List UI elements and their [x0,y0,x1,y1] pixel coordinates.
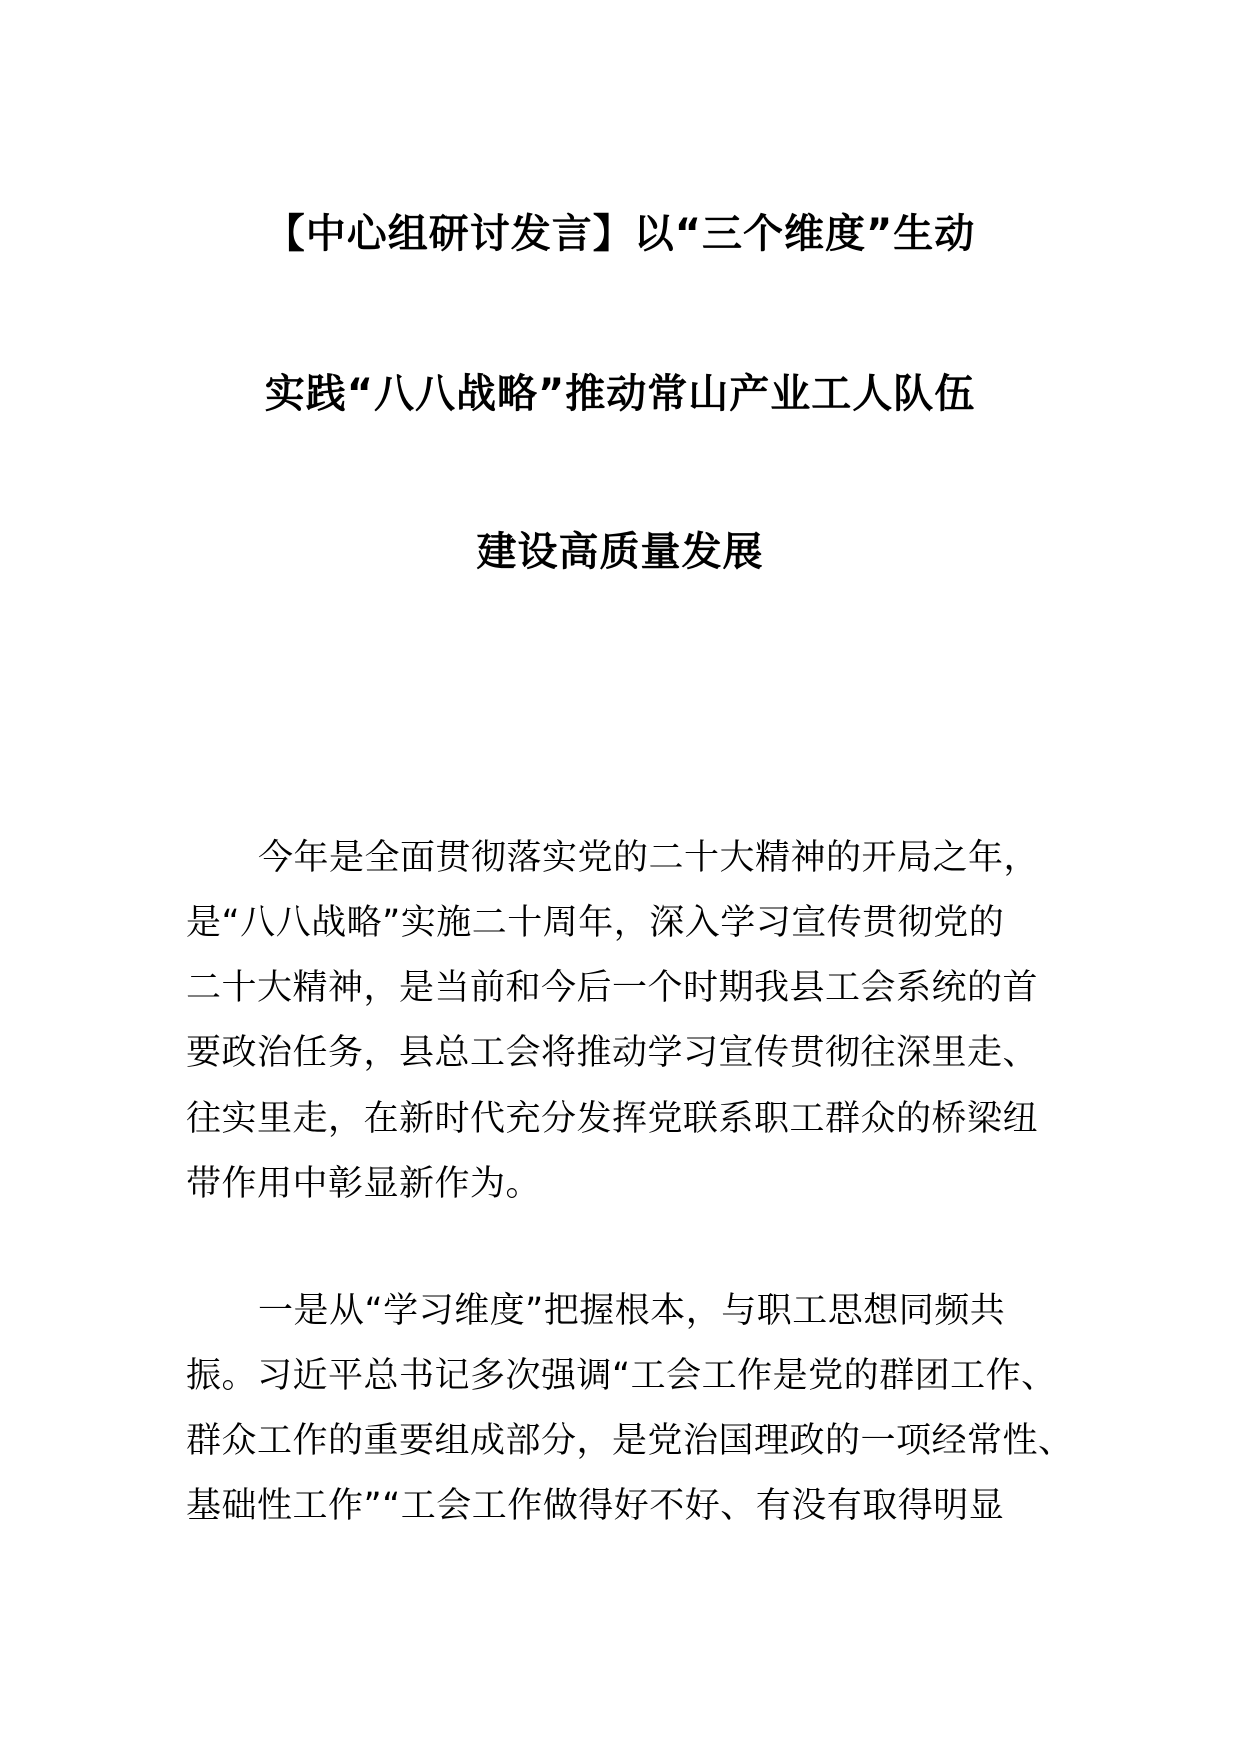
paragraph-2-line-3: 群众工作的重要组成部分，是党治国理政的一项经常性、 [186,1421,1074,1461]
paragraph-1-line-6: 带作用中彰显新作为。 [186,1164,542,1204]
paragraph-1-line-4: 要政治任务，县总工会将推动学习宣传贯彻往深里走、 [186,1033,1039,1073]
paragraph-1-line-3: 二十大精神，是当前和今后一个时期我县工会系统的首 [186,968,1039,1008]
paragraph-2-line-1: 一是从“学习维度”把握根本，与职工思想同频共 [258,1291,1006,1331]
document-title-line-2: 实践“八八战略”推动常山产业工人队伍 [264,371,976,417]
document-title-line-3: 建设高质量发展 [476,529,764,575]
paragraph-1-line-2: 是“八八战略”实施二十周年，深入学习宣传贯彻党的 [186,903,1005,943]
paragraph-2-line-4: 基础性工作”“工会工作做得好不好、有没有取得明显 [186,1486,1005,1526]
document-title-line-1: 【中心组研讨发言】以“三个维度”生动 [264,211,976,257]
paragraph-2-line-2: 振。习近平总书记多次强调“工会工作是党的群团工作、 [186,1356,1057,1396]
paragraph-1-line-5: 往实里走，在新时代充分发挥党联系职工群众的桥梁纽 [186,1099,1039,1139]
paragraph-1-line-1: 今年是全面贯彻落实党的二十大精神的开局之年， [258,838,1040,878]
